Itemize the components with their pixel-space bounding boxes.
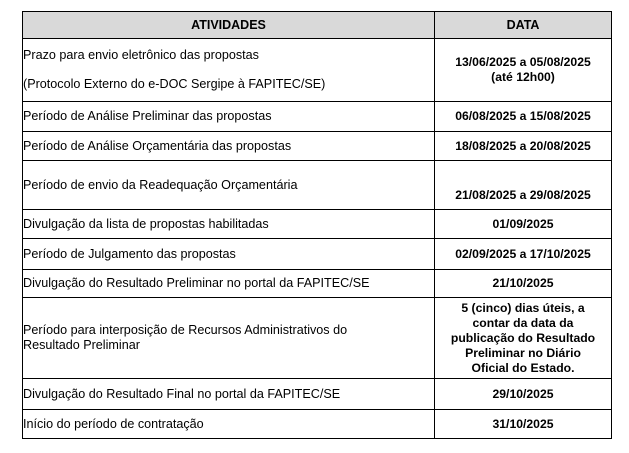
date-text: Oficial do Estado. [471,360,575,375]
date-text: Preliminar no Diário [465,345,581,360]
activity-cell [23,39,435,102]
activity-text: Prazo para envio eletrônico das propostas [23,48,259,62]
activity-cell: Período de envio da Readequação Orçamentária [23,161,435,210]
table-row [23,270,612,298]
activity-cell: Período de Análise Orçamentária das propostas [23,132,435,161]
activity-cell: Início do período de contratação [23,410,435,439]
table-row [23,298,612,379]
header-date: DATA [435,12,612,39]
date-text: contar da data da [472,315,574,330]
table-row [23,210,612,239]
table-row [23,239,612,270]
date-cell [435,39,612,102]
activity-text: Resultado Preliminar [23,338,140,352]
activity-cell: Divulgação do Resultado Final no portal da FAPITEC/SE [23,379,435,410]
activity-cell: Período de Julgamento das propostas [23,239,435,270]
date-cell: 01/09/2025 [435,210,612,239]
table-row [23,102,612,132]
date-cell: 02/09/2025 a 17/10/2025 [435,239,612,270]
activity-cell: Divulgação da lista de propostas habilitadas [23,210,435,239]
table-row [23,379,612,410]
table-row [23,161,612,210]
activity-cell [23,298,435,379]
date-cell: 06/08/2025 a 15/08/2025 [435,102,612,132]
date-text: 5 (cinco) dias úteis, a [461,300,585,315]
activity-cell: Divulgação do Resultado Preliminar no portal da FAPITEC/SE [23,270,435,298]
date-cell: 31/10/2025 [435,410,612,439]
header-activities: ATIVIDADES [23,12,435,39]
schedule-table [22,11,612,439]
schedule-table-container [22,11,611,439]
date-cell: 18/08/2025 a 20/08/2025 [435,132,612,161]
activity-text: Período para interposição de Recursos Administrativos do [23,323,348,337]
date-text: 13/06/2025 a 05/08/2025 [455,55,591,69]
date-text: publicação do Resultado [450,330,596,345]
table-row [23,132,612,161]
table-row [23,39,612,102]
table-row [23,410,612,439]
activity-text: (Protocolo Externo do e-DOC Sergipe à FAPITEC/SE) [23,77,326,91]
date-cell: 21/10/2025 [435,270,612,298]
activity-cell: Período de Análise Preliminar das propostas [23,102,435,132]
date-text: (até 12h00) [491,70,555,84]
table-header-row [23,12,612,39]
date-cell: 29/10/2025 [435,379,612,410]
date-cell: 21/08/2025 a 29/08/2025 [435,161,612,210]
date-cell [435,298,612,379]
